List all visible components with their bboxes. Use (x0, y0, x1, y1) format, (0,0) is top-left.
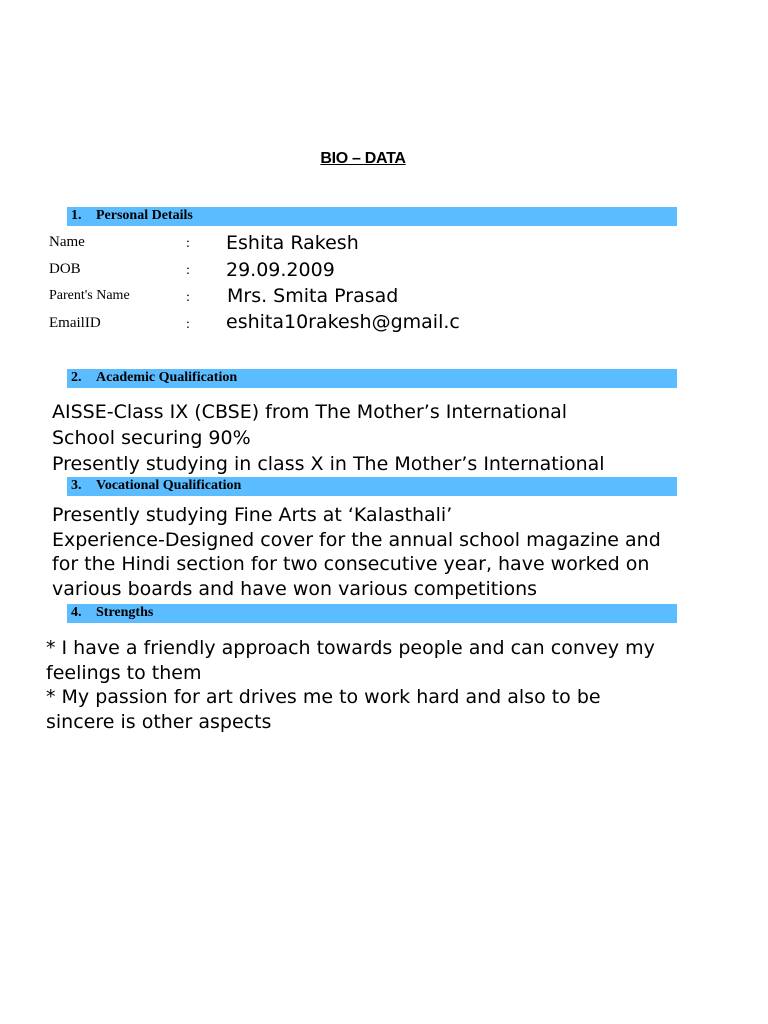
vocational-line: for the Hindi section for two consecutive year, have worked on (52, 553, 650, 575)
document-title: BIO – DATA (320, 150, 406, 167)
email-value: eshita10rakesh@gmail.c (226, 311, 460, 333)
vocational-line: various boards and have won various competitions (52, 577, 538, 600)
email-colon: : (186, 317, 190, 332)
section-header-academic-qualification (67, 369, 677, 388)
academic-line: Presently studying in class X in The Mother’s International (52, 453, 605, 475)
name-value: Eshita Rakesh (226, 232, 359, 254)
section-title: Academic Qualification (96, 370, 238, 385)
academic-line: AISSE-Class IX (CBSE) from The Mother’s International (52, 401, 568, 423)
section-header-vocational-qualification (67, 477, 677, 496)
academic-line: School securing 90% (52, 427, 251, 449)
name-colon: : (186, 236, 190, 251)
vocational-line: Presently studying Fine Arts at ‘Kalasthali’ (52, 504, 453, 526)
section-number: 3. (71, 478, 82, 493)
academic-text-box (52, 399, 692, 475)
name-label: Name (49, 234, 85, 250)
strengths-text-box (46, 636, 746, 733)
section-header-personal-details (67, 207, 677, 226)
section-number: 1. (71, 208, 82, 223)
section-number: 2. (71, 370, 82, 385)
dob-value: 29.09.2009 (226, 259, 335, 281)
strengths-line: * I have a friendly approach towards people and can convey my (46, 637, 655, 659)
section-number: 4. (71, 605, 82, 620)
parents-name-value: Mrs. Smita Prasad (227, 285, 399, 307)
section-title: Strengths (96, 605, 154, 620)
parents-name-label: Parent's Name (49, 288, 130, 303)
strengths-line: feelings to them (46, 661, 202, 684)
strengths-line: * My passion for art drives me to work hard and also to be (46, 686, 601, 708)
section-header-strengths (67, 604, 677, 623)
vocational-text-box (52, 503, 752, 600)
vocational-line: Experience-Designed cover for the annual school magazine and (52, 528, 661, 551)
parents-name-colon: : (186, 290, 190, 305)
dob-colon: : (186, 263, 190, 278)
section-title: Personal Details (96, 208, 193, 223)
section-title: Vocational Qualification (96, 478, 242, 493)
email-label: EmailID (49, 315, 101, 331)
strengths-line: sincere is other aspects (46, 710, 272, 733)
dob-label: DOB (49, 261, 81, 277)
